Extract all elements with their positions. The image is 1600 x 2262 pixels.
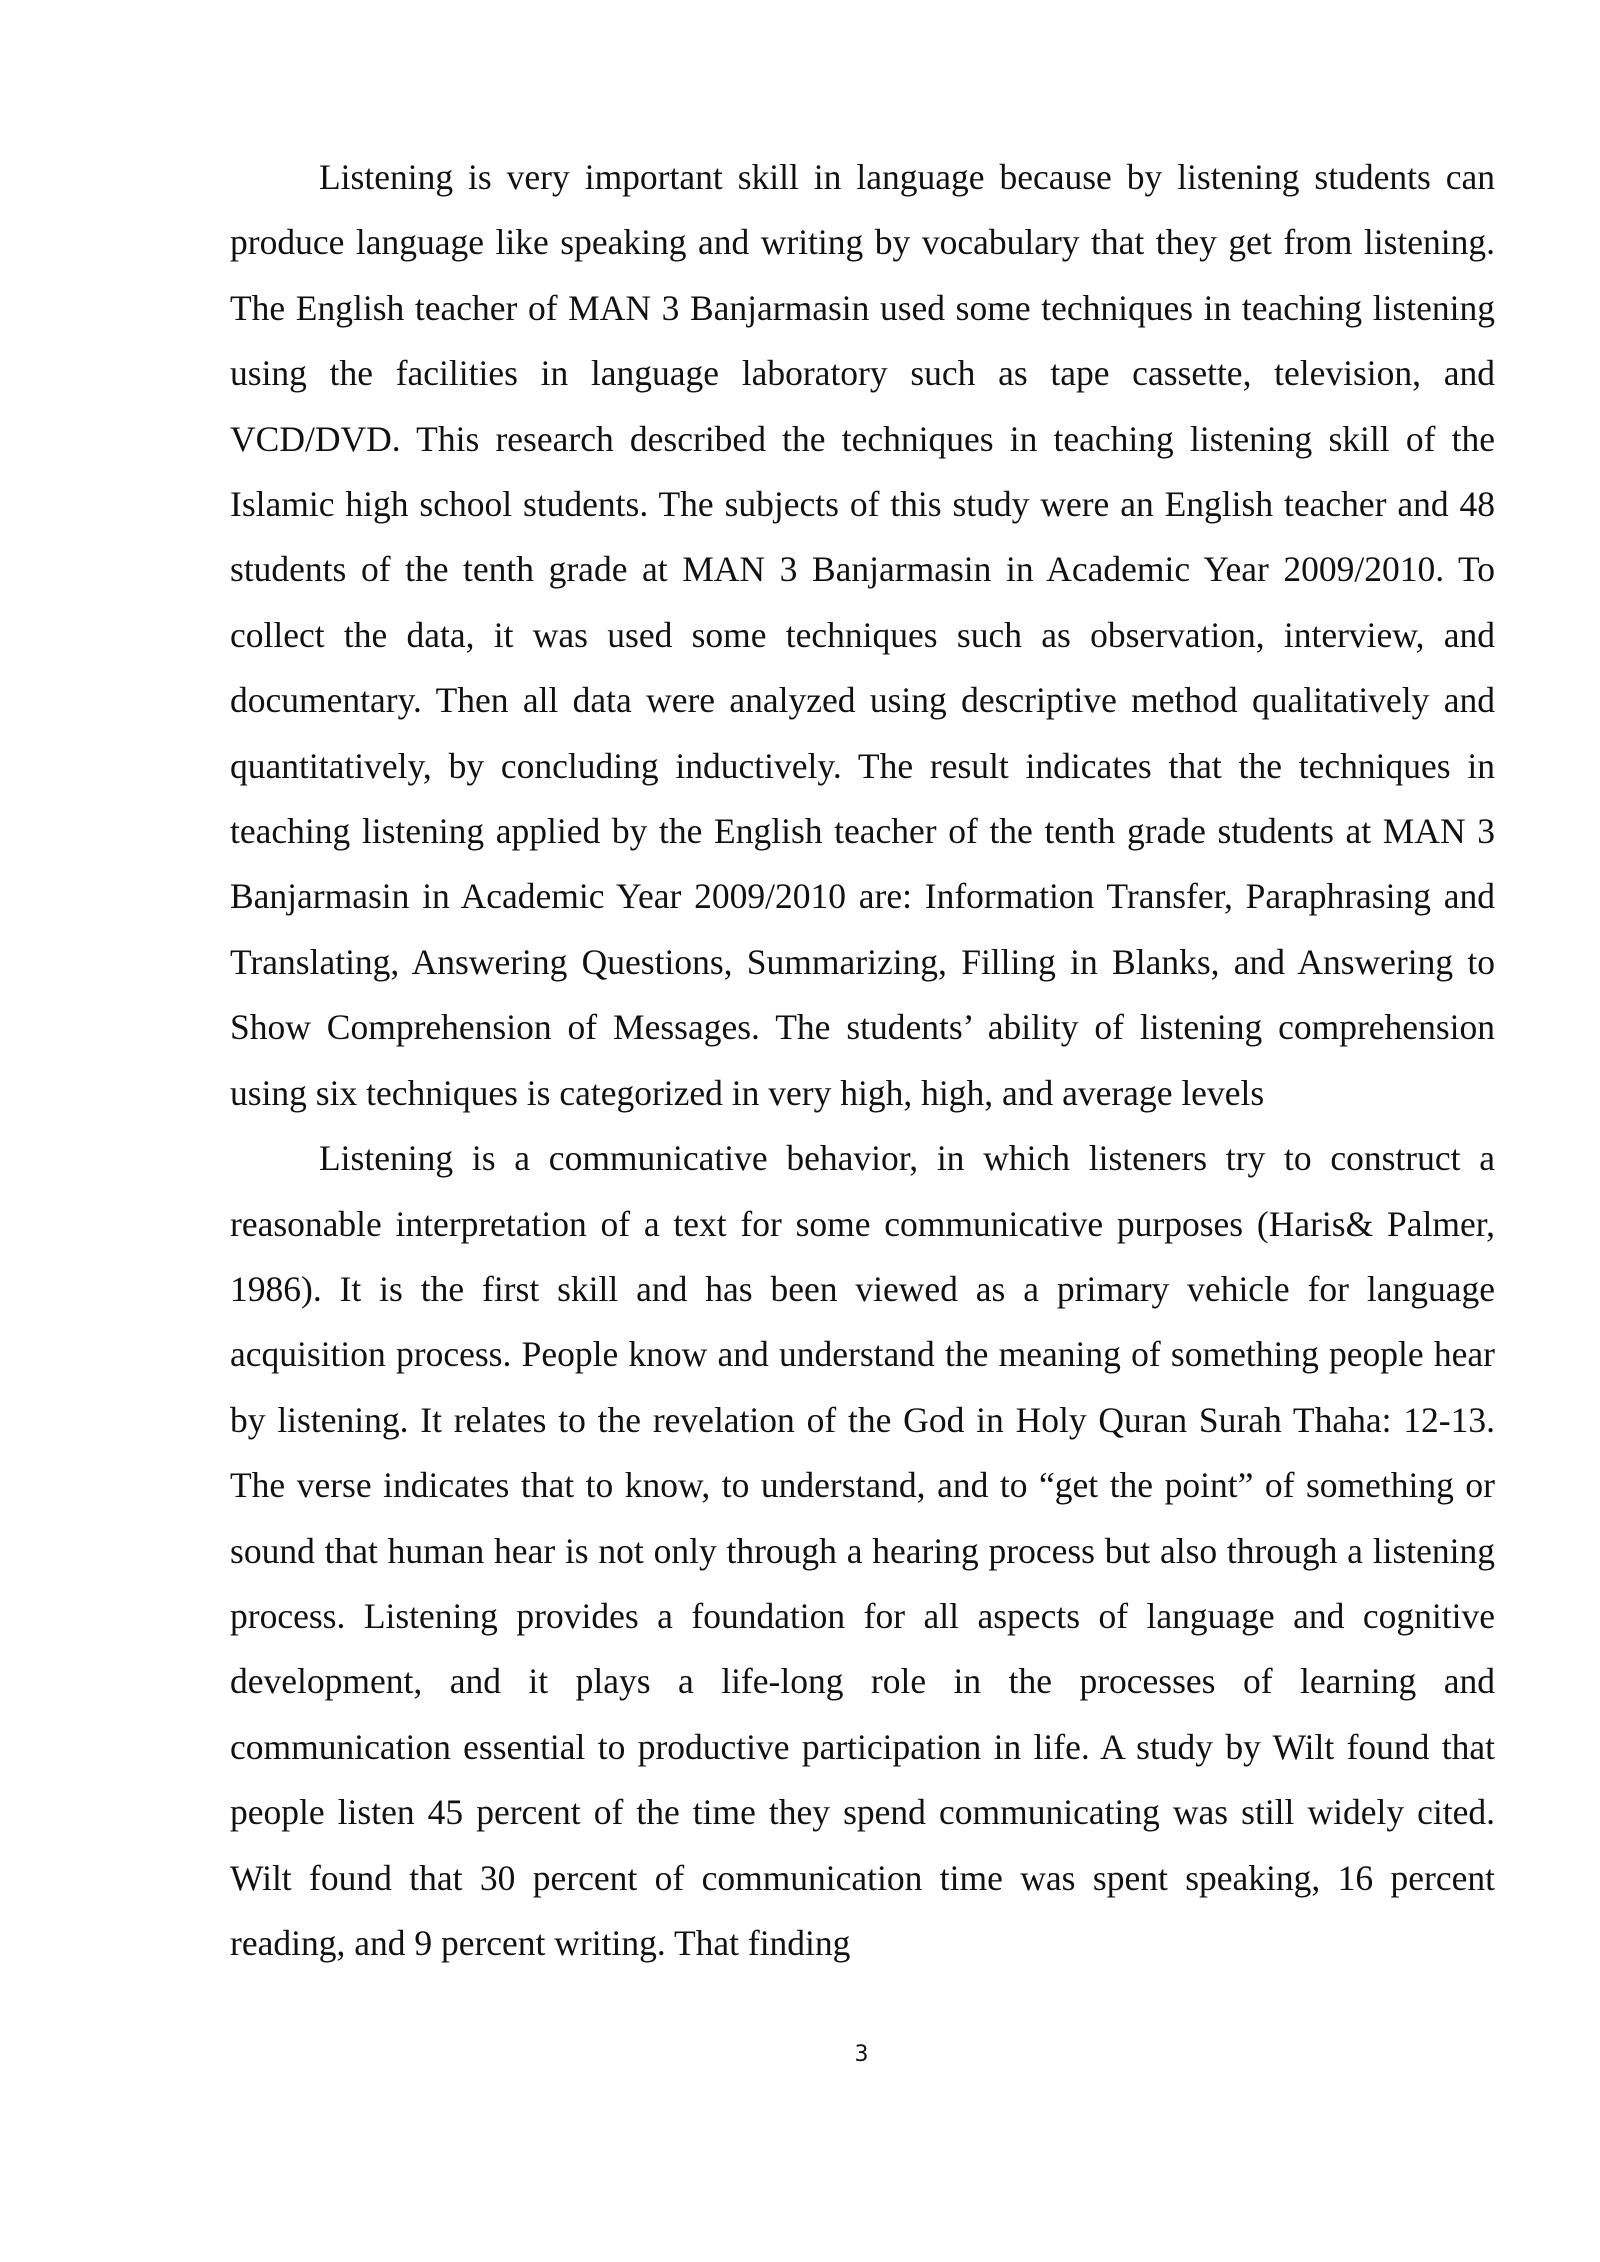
paragraph-1: Listening is very important skill in language because by listening students can produce language like speaking and writing by vocabulary that they get from listening. The English teacher of MAN 3 Banjarmasin used some techniques in teaching listening using the facilities in language laboratory such as tape cassette, television, and VCD/DVD. This research described the techniques in teaching listening skill of the Islamic high school students. The subjects of this study were an English teacher and 48 students of the tenth grade at MAN 3 Banjarmasin in Academic Year 2009/2010. To collect the data, it was used some techniques such as observation, interview, and documentary. Then all data were analyzed using descriptive method qualitatively and quantitatively, by concluding inductively. The result indicates that the techniques in teaching listening applied by the English teacher of the tenth grade students at MAN 3 Banjarmasin in Academic Year 2009/2010 are: Information Transfer, Paraphrasing and Translating, Answering Questions, Summarizing, Filling in Blanks, and Answering to Show Comprehension of Messages. The students’ ability of listening comprehension using six techniques is categorized in very high, high, and average levels xyxy=(230,157,1495,1113)
paragraph-2: Listening is a communicative behavior, in which listeners try to construct a reasonable interpretation of a text for some communicative purposes (Haris& Palmer, 1986). It is the first skill and has been viewed as a primary vehicle for language acquisition process. People know and understand the meaning of something people hear by listening. It relates to the revelation of the God in Holy Quran Surah Thaha: 12-13. The verse indicates that to know, to understand, and to “get the point” of something or sound that human hear is not only through a hearing process but also through a listening process. Listening provides a foundation for all aspects of language and cognitive development, and it plays a life-long role in the processes of learning and communication essential to productive participation in life. A study by Wilt found that people listen 45 percent of the time they spend communicating was still widely cited. Wilt found that 30 percent of communication time was spent speaking, 16 percent reading, and 9 percent writing. That finding xyxy=(230,1138,1495,1963)
body-text xyxy=(230,145,1495,1976)
page-number: 3 xyxy=(854,2042,869,2067)
